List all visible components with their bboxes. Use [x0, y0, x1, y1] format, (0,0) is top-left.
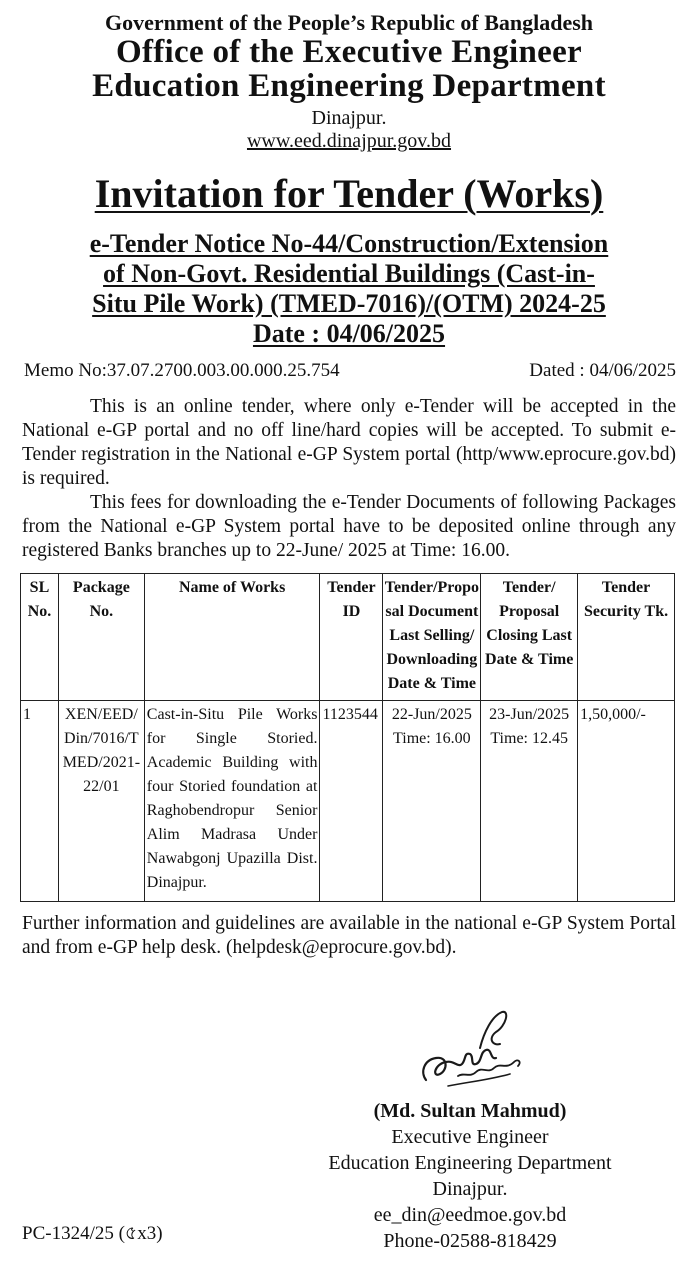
notice-date: Date : 04/06/2025: [252, 319, 446, 348]
notice-line-3: Situ Pile Work) (TMED-7016)/(OTM) 2024-25: [92, 289, 606, 318]
signatory-designation: Executive Engineer: [391, 1126, 549, 1148]
memo-row: [22, 359, 676, 383]
header: [22, 10, 676, 153]
website-link[interactable]: www.eed.dinajpur.gov.bd: [246, 130, 452, 152]
header-works: Name of Works: [144, 574, 320, 701]
pc-number: PC-1324/25 (৫x3): [22, 1223, 163, 1244]
cell-works: Cast-in-Situ Pile Works for Single Storied. Academic Building with four Storied foundation at Raghobendropur Senior Alim Madrasa Under Nawabgonj Upazilla Dist. Dinajpur.: [144, 701, 320, 902]
signatory-phone: Phone-02588-818429: [383, 1230, 557, 1252]
header-closing: Tender/ Proposal Closing Last Date & Time: [481, 574, 578, 701]
memo-number: Memo No:37.07.2700.003.00.000.25.754: [24, 360, 340, 381]
signatory-name: (Md. Sultan Mahmud): [373, 1100, 567, 1122]
office-name: Office of the Executive Engineer: [116, 34, 582, 70]
paragraph-1-text: This is an online tender, where only e-Tender will be accepted in the National e-GP portal and no off line/hard copies will be accepted. To submit e-Tender registration in the National e-GP System portal (http/www.eprocure.gov.bd) is required.: [22, 396, 676, 489]
header-package: Package No.: [58, 574, 144, 701]
paragraph-online-tender: [22, 395, 676, 491]
signatory-block: [300, 1098, 640, 1254]
signatory-city: Dinajpur.: [432, 1178, 508, 1200]
header-selling: Tender/Proposal Document Last Selling/ Downloading Date & Time: [383, 574, 481, 701]
header-sl: SL No.: [21, 574, 59, 701]
signatory-email[interactable]: ee_din@eedmoe.gov.bd: [373, 1204, 567, 1226]
table-row: [21, 701, 675, 902]
header-tender-id: Tender ID: [320, 574, 383, 701]
footer-info: Further information and guidelines are available in the national e-GP System Portal and from e-GP help desk. (helpdesk@eprocure.gov.bd).: [22, 913, 676, 958]
selling-time: Time: 16.00: [393, 730, 471, 747]
paragraph-fees: [22, 491, 676, 563]
city-name: Dinajpur.: [311, 107, 387, 129]
memo-dated: Dated : 04/06/2025: [529, 360, 676, 381]
notice-line-2: of Non-Govt. Residential Buildings (Cast-in-: [103, 259, 595, 288]
cell-package: XEN/EED/Din/7016/TMED/2021-22/01: [58, 701, 144, 902]
government-name: Government of the People’s Republic of Bangladesh: [104, 10, 594, 35]
selling-date: 22-Jun/2025: [391, 706, 472, 723]
header-security: Tender Security Tk.: [578, 574, 675, 701]
paragraph-2-text: This fees for downloading the e-Tender Documents of following Packages from the National e-GP System portal have to be deposited online through any registered Banks branches up to 22-June/ 2025 at Time: 16.00.: [22, 492, 676, 561]
notice-line-1: e-Tender Notice No-44/Construction/Extension: [89, 229, 609, 258]
cell-selling: [383, 701, 481, 902]
closing-date: 23-Jun/2025: [489, 706, 570, 723]
tender-table: [20, 573, 675, 902]
cell-sl: 1: [21, 701, 59, 902]
signatory-department: Education Engineering Department: [328, 1152, 612, 1174]
signature-image: [418, 1002, 528, 1094]
cell-tender-id: 1123544: [320, 701, 383, 902]
page-title: Invitation for Tender (Works): [94, 171, 604, 216]
notice-heading: [22, 229, 676, 349]
cell-closing: [481, 701, 578, 902]
table-header-row: [21, 574, 675, 701]
department-name: Education Engineering Department: [92, 68, 606, 104]
cell-security: 1,50,000/-: [578, 701, 675, 902]
closing-time: Time: 12.45: [490, 730, 568, 747]
